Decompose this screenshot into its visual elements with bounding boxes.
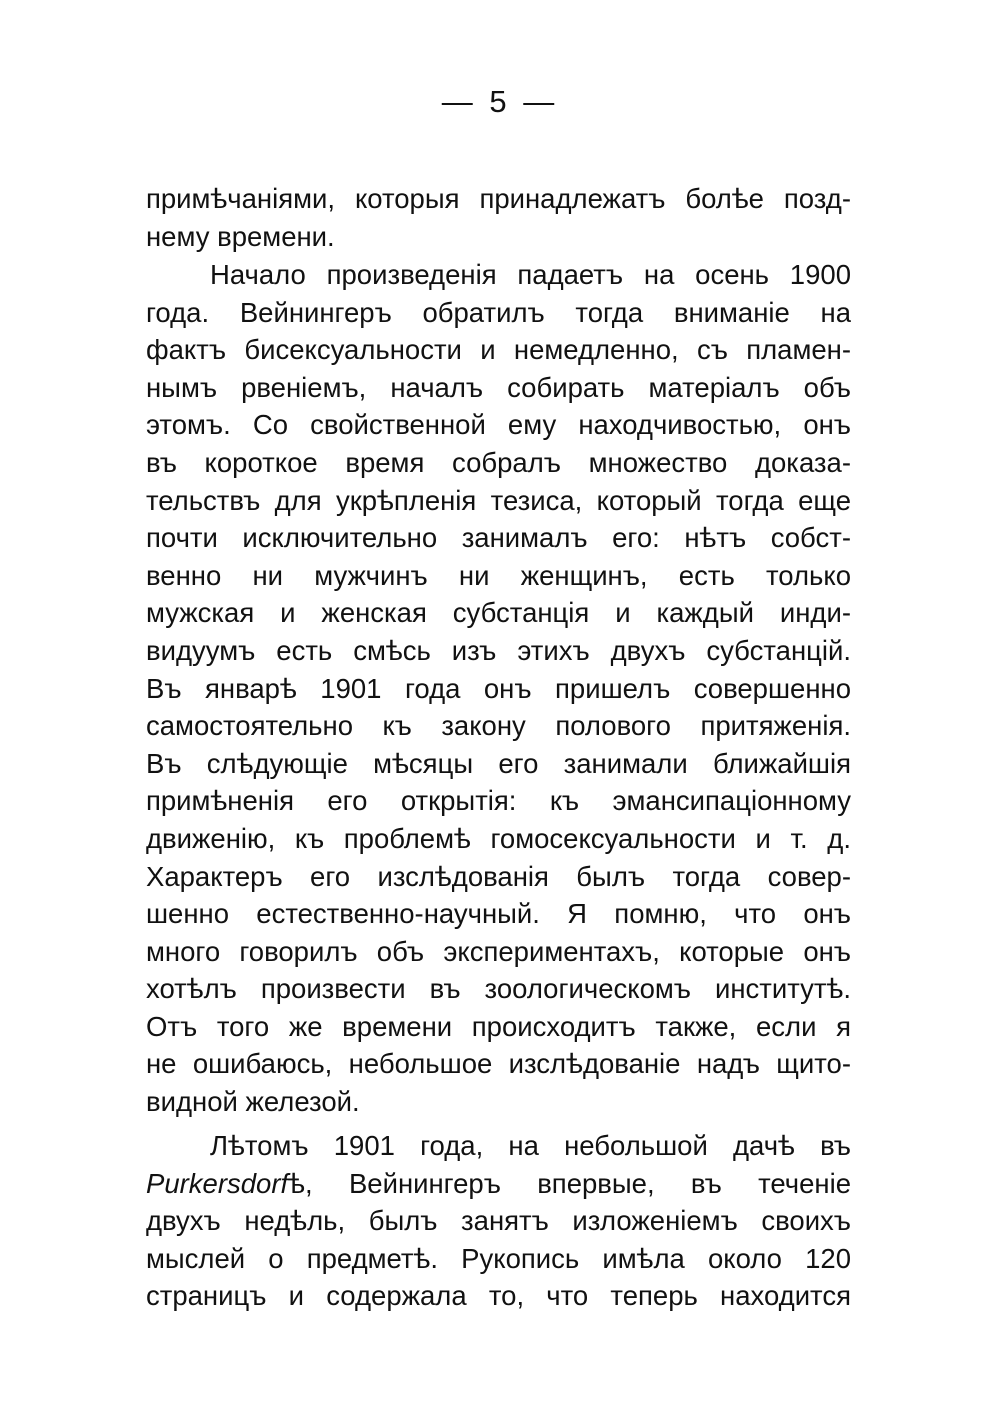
text-line: нему времени. [146,220,335,252]
paragraph-summer-1901 [146,1127,851,1315]
text-line: Лѣтомъ 1901 года, на небольшой дачѣ въ [210,1130,851,1161]
text-line: въ короткое время собралъ множество доказа- [146,446,851,478]
page-number: — 5 — [441,84,559,119]
paragraph-continuation [146,180,851,255]
text-line-with-latin [146,1165,851,1203]
text-line: тельствъ для укрѣпленія тезиса, который тогда еще [146,484,851,516]
text-line: примѣчаніями, которыя принадлежатъ болѣе позд- [146,183,851,214]
text-line: Начало произведенія падаетъ на осень 1900 [210,259,851,290]
text-line: Въ январѣ 1901 года онъ пришелъ совершенно [146,672,851,704]
text-fragment: ѣ, Вейнингеръ впервые, въ теченіе [288,1167,851,1199]
text-line: нымъ рвеніемъ, началъ собирать матеріалъ объ [146,371,851,403]
text-line: примѣненія его открытія: къ эмансипаціонному [146,785,851,817]
text-line: года. Вейнингеръ обратилъ тогда вниманіе на [146,296,851,328]
text-line: фактъ бисексуальности и немедленно, съ пламен- [146,334,851,366]
text-line: Отъ того же времени происходитъ также, если я [146,1010,851,1042]
text-line: движенію, къ проблемѣ гомосексуальности и т. д. [146,822,851,854]
text-line: мыслей о предметѣ. Рукопись имѣла около 120 [146,1242,851,1274]
text-line: почти исключительно занималъ его: нѣтъ собст- [146,522,851,554]
paragraph-main [146,256,851,1121]
text-line: хотѣлъ произвести въ зоологическомъ институтѣ. [146,973,851,1005]
text-line: венно ни мужчинъ ни женщинъ, есть только [146,559,851,591]
text-line: самостоятельно къ закону полового притяженія. [146,710,851,742]
text-line: двухъ недѣль, былъ занятъ изложеніемъ своихъ [146,1205,851,1237]
text-line: видуумъ есть смѣсь изъ этихъ двухъ субстанцій. [146,634,851,666]
text-line: не ошибаюсь, небольшое изслѣдованіе надъ щито- [146,1048,851,1080]
text-line: Характеръ его изслѣдованія былъ тогда совер- [146,860,851,892]
text-line: много говорилъ объ экспериментахъ, которые онъ [146,935,851,967]
text-line: видной железой. [146,1086,360,1118]
text-line: мужская и женская субстанція и каждый инди- [146,597,851,629]
text-line: Въ слѣдующіе мѣсяцы его занимали ближайшія [146,747,851,779]
text-line: этомъ. Со свойственной ему находчивостью, онъ [146,409,851,441]
latin-placename: Purkersdorf [146,1167,289,1199]
text-line: страницъ и содержала то, что теперь находится [146,1280,851,1312]
text-line: шенно естественно-научный. Я помню, что онъ [146,898,851,930]
